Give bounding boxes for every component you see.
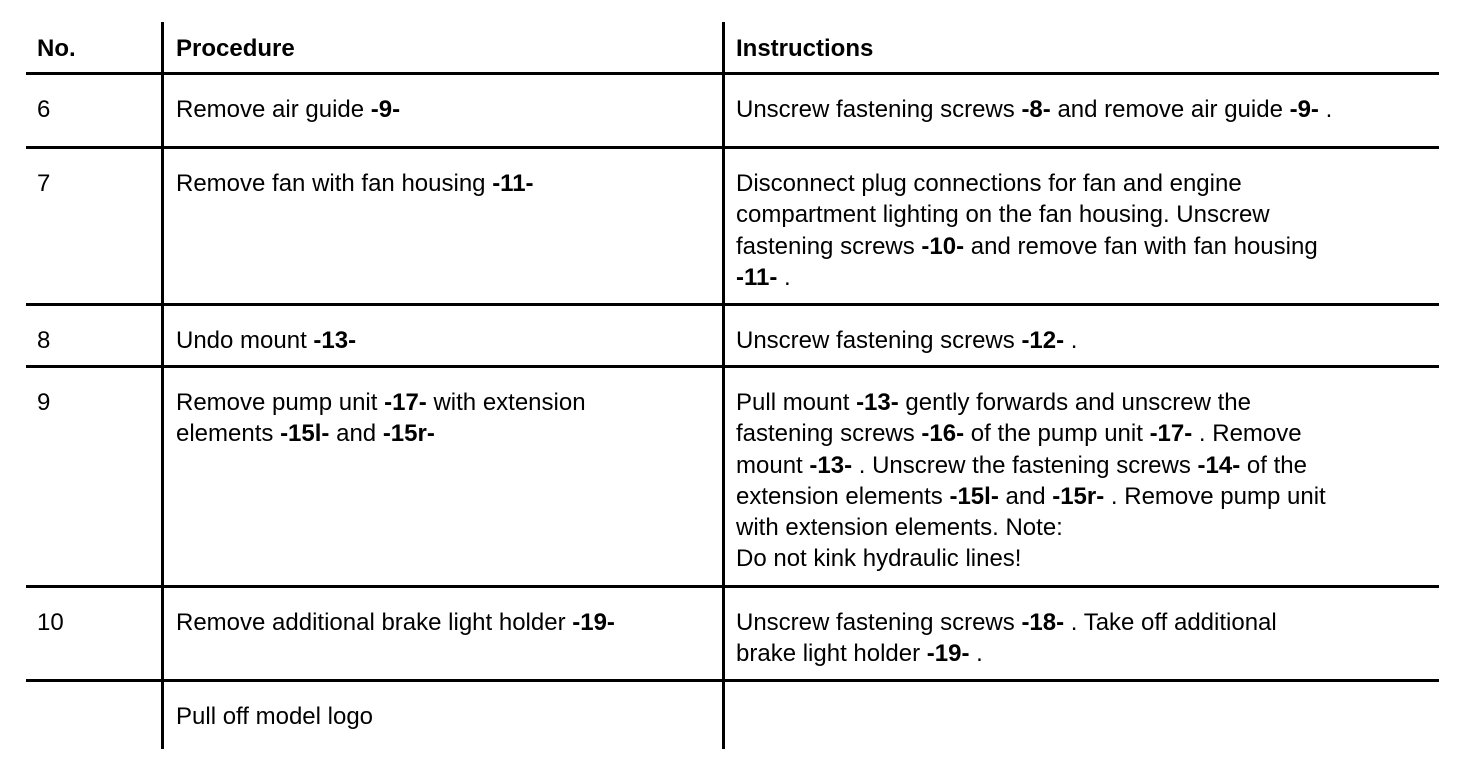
part-reference: -18- (1021, 609, 1065, 636)
row-divider (26, 679, 1439, 682)
part-reference: -15l- (280, 420, 330, 448)
part-reference: -13- (856, 389, 899, 416)
row-no: 9 (37, 389, 51, 416)
header-procedure: Procedure (176, 35, 295, 62)
column-divider (161, 22, 164, 749)
part-reference: -13- (809, 451, 853, 479)
header-no: No. (37, 35, 76, 62)
part-reference: -11- (736, 263, 778, 291)
row-instructions: Disconnect plug connections for fan and engine compartment lighting on the fan housing. Unscrew fastening screws -10- and remove fan with fan housing -11- . (736, 170, 1318, 291)
part-reference: -15r- (1052, 482, 1105, 510)
part-reference: -17- (1149, 420, 1193, 448)
row-procedure: Remove additional brake light holder -19- (176, 609, 615, 636)
part-reference: -9- (1289, 96, 1319, 123)
part-reference: -16- (921, 420, 965, 448)
part-reference: -19- (926, 640, 970, 668)
row-procedure: Remove air guide -9- (176, 96, 401, 123)
row-instructions: Unscrew fastening screws -8- and remove air guide -9- . (736, 96, 1333, 123)
row-instructions: Pull mount -13- gently forwards and unscrew the fastening screws -16- of the pump unit -17- . Remove mount -13- . Unscrew the fastening screws -14- of the extension elements -15l- and -15r- . Remove pump unit with extension elements. Note: Do not kink hydraulic lines! (736, 389, 1326, 573)
part-reference: -14- (1197, 451, 1241, 479)
row-divider (26, 303, 1439, 306)
part-reference: -13- (313, 327, 357, 354)
part-reference: -19- (572, 609, 615, 636)
part-reference: -11- (492, 170, 534, 197)
row-instructions: Unscrew fastening screws -12- . (736, 327, 1078, 354)
row-no: 10 (37, 609, 64, 636)
part-reference: -9- (370, 96, 401, 123)
column-divider (722, 22, 725, 749)
header-instructions: Instructions (736, 35, 874, 62)
row-no: 7 (37, 170, 51, 197)
row-procedure: Remove pump unit -17- with extension elements -15l- and -15r- (176, 389, 586, 448)
row-divider (26, 365, 1439, 368)
row-procedure: Pull off model logo (176, 703, 374, 730)
row-divider (26, 585, 1439, 588)
part-reference: -10- (921, 232, 965, 260)
row-divider (26, 146, 1439, 149)
part-reference: -8- (1021, 96, 1051, 123)
row-procedure: Undo mount -13- (176, 327, 357, 354)
row-no: 8 (37, 327, 51, 354)
row-instructions: Unscrew fastening screws -18- . Take off additional brake light holder -19- . (736, 609, 1277, 668)
part-reference: -15r- (382, 420, 435, 448)
header-divider (26, 72, 1439, 75)
part-reference: -17- (384, 389, 427, 416)
row-procedure: Remove fan with fan housing -11- (176, 170, 534, 197)
part-reference: -15l- (949, 482, 999, 510)
part-reference: -12- (1021, 327, 1065, 354)
row-no: 6 (37, 96, 51, 123)
